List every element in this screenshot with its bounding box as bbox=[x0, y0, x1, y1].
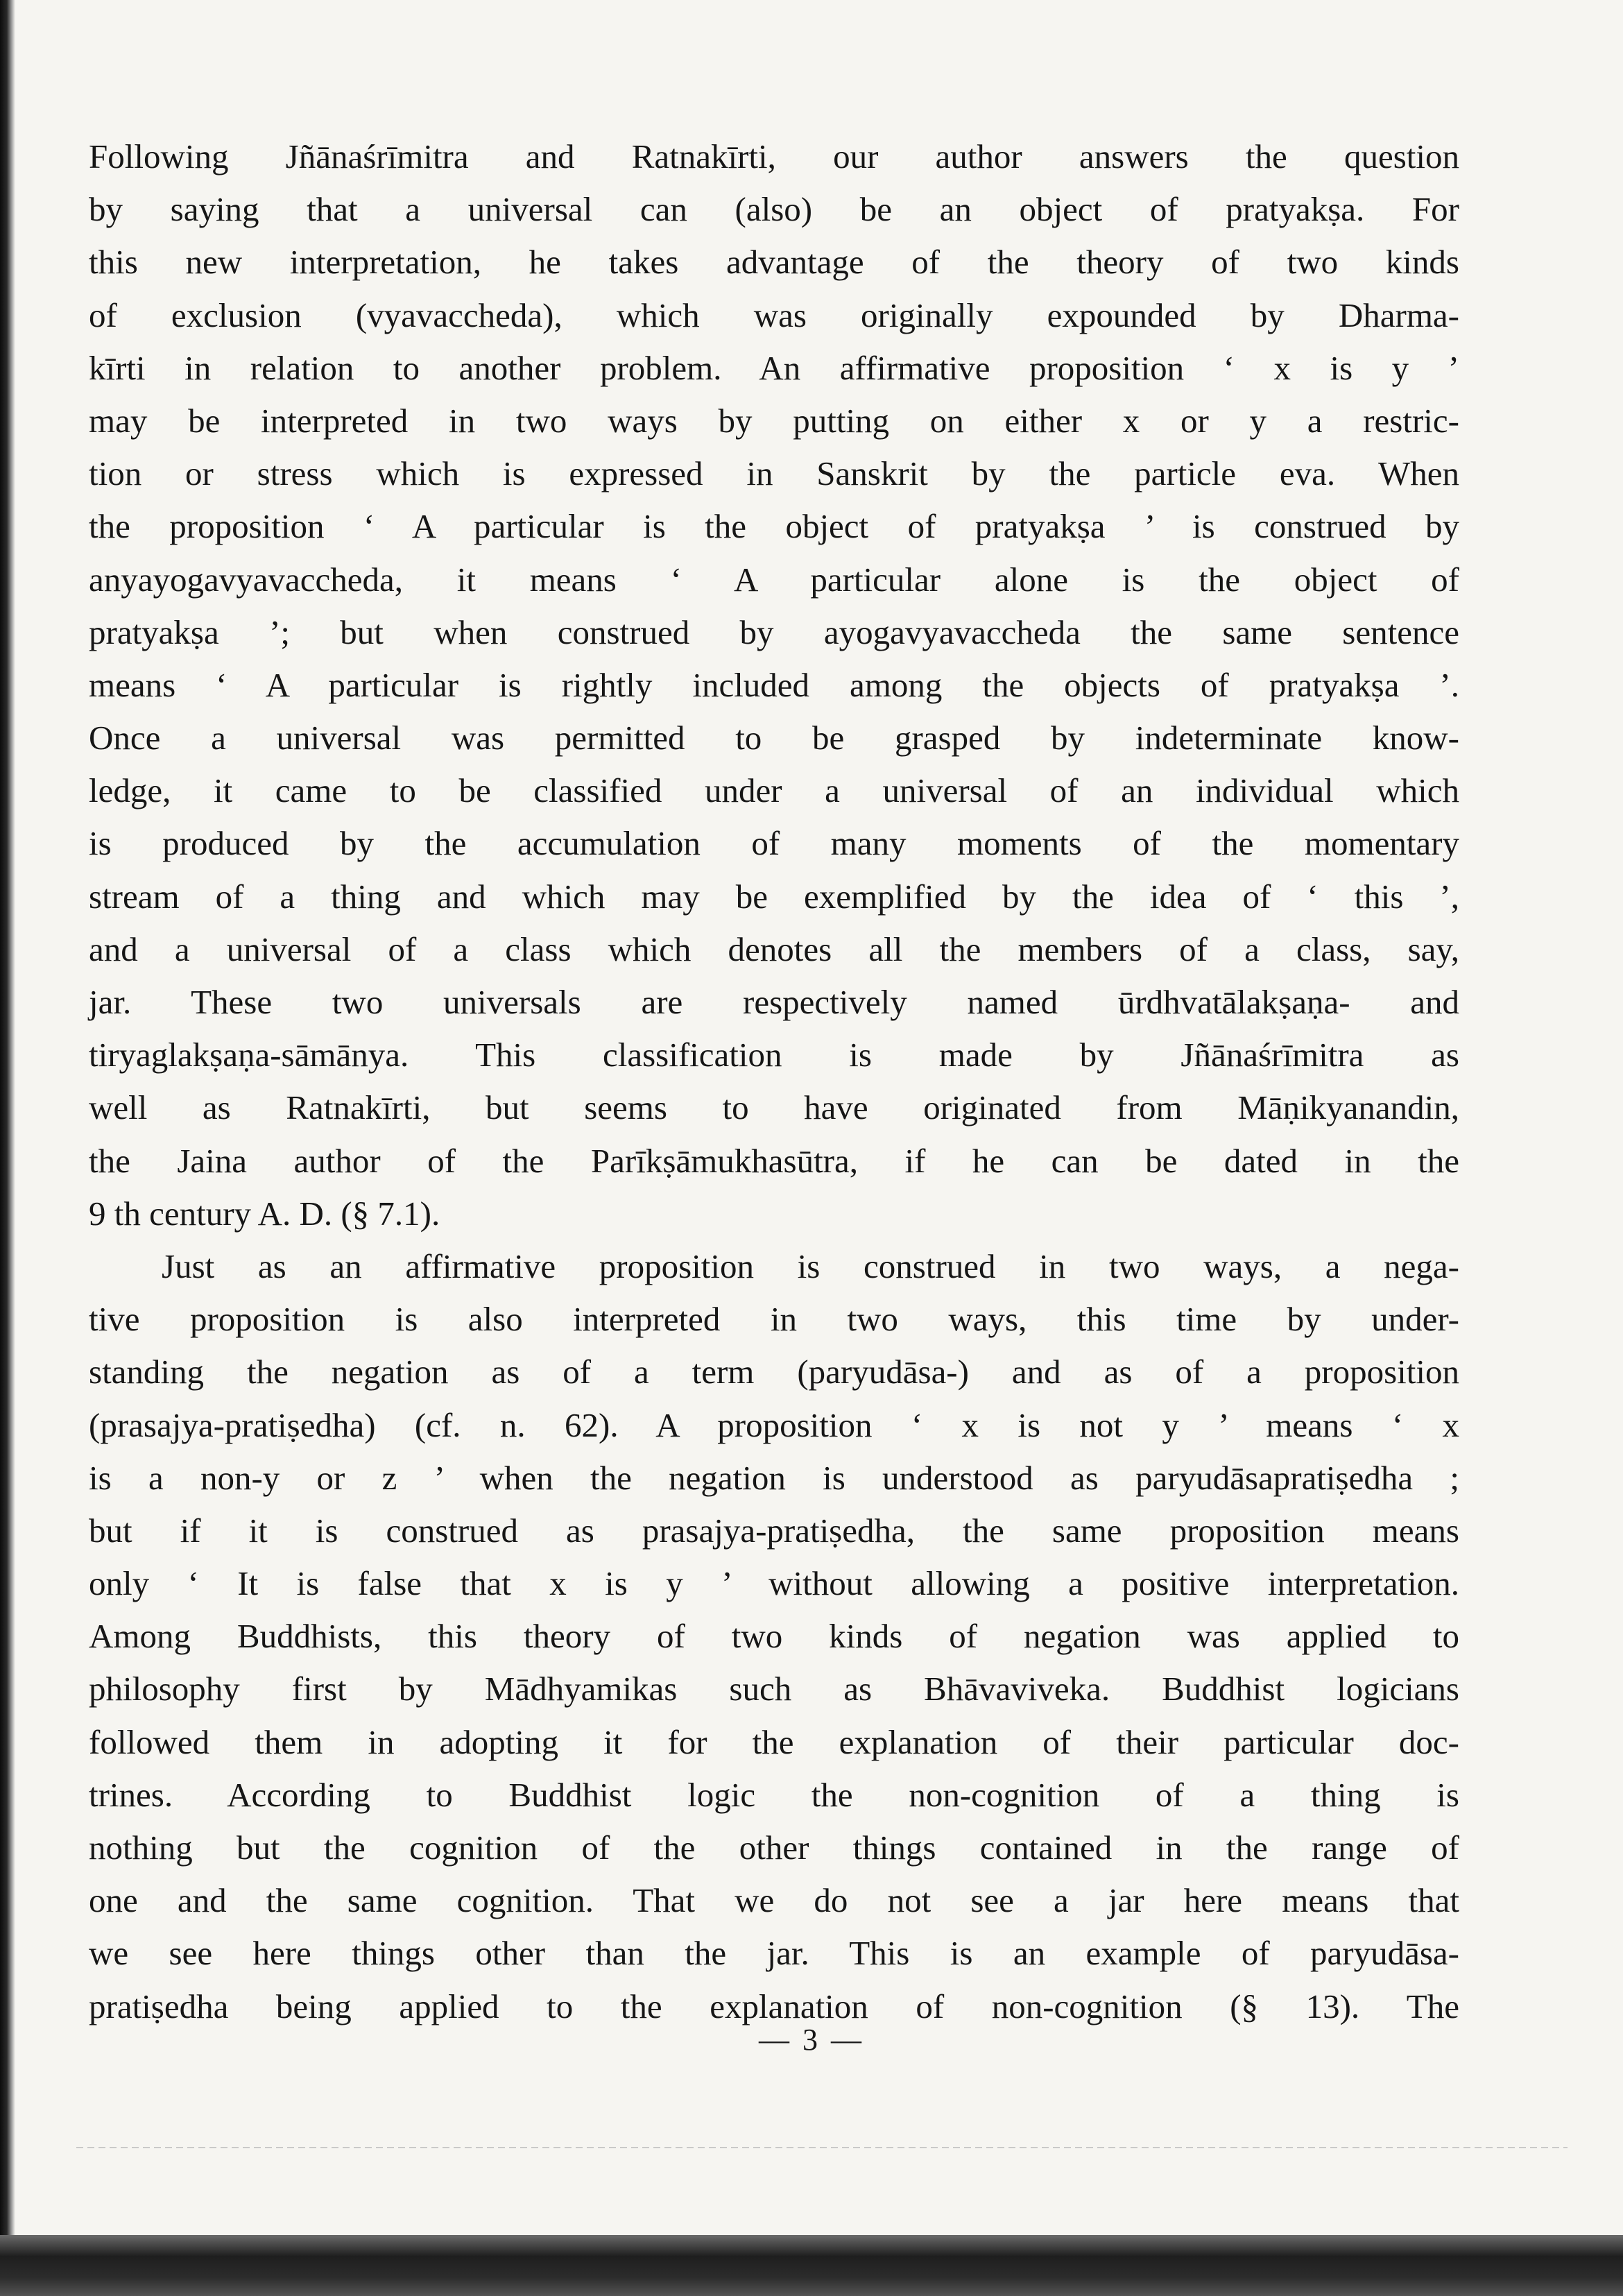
text-line: Following Jñānaśrīmitra and Ratnakīrti, our author answers the question bbox=[89, 137, 1459, 175]
text-line: the proposition ‘ A particular is the object of pratyakṣa ’ is construed by bbox=[89, 507, 1459, 546]
text-line: stream of a thing and which may be exemplified by the idea of ‘ this ’, bbox=[89, 877, 1459, 916]
text-line: of exclusion (vyavaccheda), which was originally expounded by Dharma- bbox=[89, 295, 1459, 334]
text-line: philosophy first by Mādhyamikas such as Bhāvaviveka. Buddhist logicians bbox=[89, 1670, 1459, 1708]
scan-artifact-line bbox=[76, 2147, 1568, 2148]
text-line: only ‘ It is false that x is y ’ without allowing a positive interpretation. bbox=[89, 1564, 1459, 1603]
text-line: nothing but the cognition of the other things contained in the range of bbox=[89, 1828, 1459, 1867]
text-line: tiryaglakṣaṇa-sāmānya. This classification is made by Jñānaśrīmitra as bbox=[89, 1036, 1459, 1074]
text-line: kīrti in relation to another problem. An affirmative proposition ‘ x is y ’ bbox=[89, 348, 1459, 387]
text-line: Just as an affirmative proposition is construed in two ways, a nega- bbox=[162, 1246, 1459, 1285]
text-line: and a universal of a class which denotes all the members of a class, say, bbox=[89, 929, 1459, 968]
scan-edge-bottom bbox=[0, 2235, 1623, 2296]
text-line: Once a universal was permitted to be grasped by indeterminate know- bbox=[89, 719, 1459, 757]
text-line: is a non-y or z ’ when the negation is understood as paryudāsapratiṣedha ; bbox=[89, 1458, 1459, 1497]
text-line: but if it is construed as prasajya-pratiṣedha, the same proposition means bbox=[89, 1511, 1459, 1550]
text-line: pratyakṣa ’; but when construed by ayogavyavaccheda the same sentence bbox=[89, 612, 1459, 651]
text-line: means ‘ A particular is rightly included among the objects of pratyakṣa ’. bbox=[89, 665, 1459, 704]
text-line: ledge, it came to be classified under a universal of an individual which bbox=[89, 771, 1459, 810]
text-line: we see here things other than the jar. This is an example of paryudāsa- bbox=[89, 1934, 1459, 1973]
text-line: by saying that a universal can (also) be an object of pratyakṣa. For bbox=[89, 190, 1459, 229]
text-line: 9 th century A. D. (§ 7.1). bbox=[89, 1194, 440, 1233]
text-line: Among Buddhists, this theory of two kinds of negation was applied to bbox=[89, 1617, 1459, 1656]
text-line: the Jaina author of the Parīkṣāmukhasūtra, if he can be dated in the bbox=[89, 1141, 1459, 1180]
paragraph-2 bbox=[89, 1240, 1459, 2033]
page-number: — 3 — bbox=[759, 2023, 864, 2057]
text-line: this new interpretation, he takes advantage of the theory of two kinds bbox=[89, 243, 1459, 282]
text-line: followed them in adopting it for the explanation of their particular doc- bbox=[89, 1722, 1459, 1761]
text-line: anyayogavyavaccheda, it means ‘ A particular alone is the object of bbox=[89, 560, 1459, 599]
paragraph-1 bbox=[89, 130, 1459, 1240]
text-line: (prasajya-pratiṣedha) (cf. n. 62). A proposition ‘ x is not y ’ means ‘ x bbox=[89, 1405, 1459, 1444]
text-line: tive proposition is also interpreted in two ways, this time by under- bbox=[89, 1300, 1459, 1339]
text-line: well as Ratnakīrti, but seems to have originated from Māṇikyanandin, bbox=[89, 1088, 1459, 1127]
text-line: one and the same cognition. That we do not see a jar here means that bbox=[89, 1881, 1459, 1920]
body-text bbox=[89, 130, 1459, 2033]
text-line: trines. According to Buddhist logic the non-cognition of a thing is bbox=[89, 1775, 1459, 1814]
text-line: standing the negation as of a term (paryudāsa-) and as of a proposition bbox=[89, 1353, 1459, 1391]
text-line: jar. These two universals are respectively named ūrdhvatālakṣaṇa- and bbox=[89, 983, 1459, 1021]
text-line: may be interpreted in two ways by putting on either x or y a restric- bbox=[89, 401, 1459, 440]
text-line: pratiṣedha being applied to the explanation of non-cognition (§ 13). The bbox=[89, 1987, 1459, 2025]
text-line: is produced by the accumulation of many moments of the momentary bbox=[89, 824, 1459, 863]
scan-edge-left bbox=[0, 0, 15, 2296]
text-line: tion or stress which is expressed in Sanskrit by the particle eva. When bbox=[89, 454, 1459, 493]
